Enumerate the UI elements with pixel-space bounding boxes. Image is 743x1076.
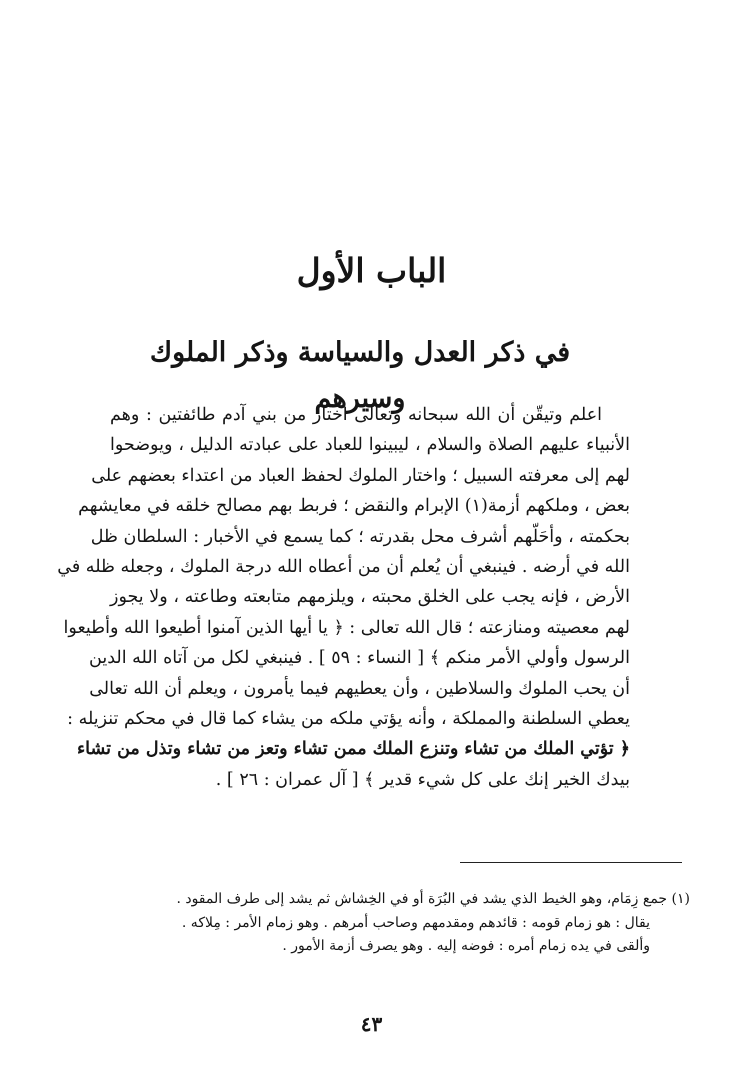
text-line: لهم معصيته ومنازعته ؛ قال الله تعالى : ﴿ يا أيها الذين آمنوا أطيعوا الله وأطيعوا [63,617,630,638]
footnote-divider [460,862,682,863]
text-line: اعلم وتيقّن أن الله سبحانه وتعالى اختار من بني آدم طائفتين : وهم [110,405,602,425]
text-line: لهم إلى معرفته السبيل ؛ واختار الملوك لحفظ العباد من اعتداء بعضهم على [91,465,630,486]
text-line: بحكمته ، وأحَلّهم أشرف محل بقدرته ؛ كما يسمع في الأخبار : السلطان ظل [90,526,630,547]
quran-verse-line: ﴿ تؤتي الملك من تشاء وتنزع الملك ممن تشاء وتعز من تشاء وتذل من تشاء [76,739,630,760]
footnote-line: يقال : هو زمام قومه : قائدهم ومقدمهم وصاحب أمرهم . وهو زمام الأمر : مِلاكه . [181,914,650,931]
text-line: بعض ، وملكهم أزمة(١) الإبرام والنقض ؛ فربط بهم مصالح خلقه في معايشهم [78,496,630,517]
chapter-title: الباب الأول [296,251,447,290]
footnote-line: (١) جمع زِمَام، وهو الخيط الذي يشد في البُرَة أو في الخِشاش ثم يشد إلى طرف المقود . [176,891,690,907]
text-line: الأرض ، فإنه يجب على الخلق محبته ، ويلزمهم متابعته وطاعته ، ولا يجوز [110,587,630,608]
text-line: يعطي السلطنة والمملكة ، وأنه يؤتي ملكه من يشاء كما قال في محكم تنزيله : [67,708,630,729]
quran-verse-line: بيدك الخير إنك على كل شيء قدير ﴾ [ آل عمران : ٢٦ ] . [215,769,630,790]
text-line: أن يحب الملوك والسلاطين ، وأن يعطيهم فيما يأمرون ، ويعلم أن الله تعالى [89,678,630,699]
text-line: الأنبياء عليهم الصلاة والسلام ، ليبينوا للعباد على عبادته الدليل ، ويوضحوا [110,435,630,456]
text-line: الله في أرضه . فينبغي أن يُعلم أن من أعطاه الله درجة الملوك ، وجعله ظله في [57,556,630,577]
page-number: ٤٣ [360,1012,383,1036]
footnote-line: وألقى في يده زمام أمره : فوضه إليه . وهو يصرف أزمة الأمور . [282,938,650,954]
body-paragraph [57,400,630,795]
chapter-subtitle: في ذكر العدل والسياسة وذكر الملوك وسيرهم [149,337,571,414]
text-line: الرسول وأولي الأمر منكم ﴾ [ النساء : ٥٩ ] . فينبغي لكل من آتاه الله الدين [89,648,630,669]
footnotes [90,888,690,959]
